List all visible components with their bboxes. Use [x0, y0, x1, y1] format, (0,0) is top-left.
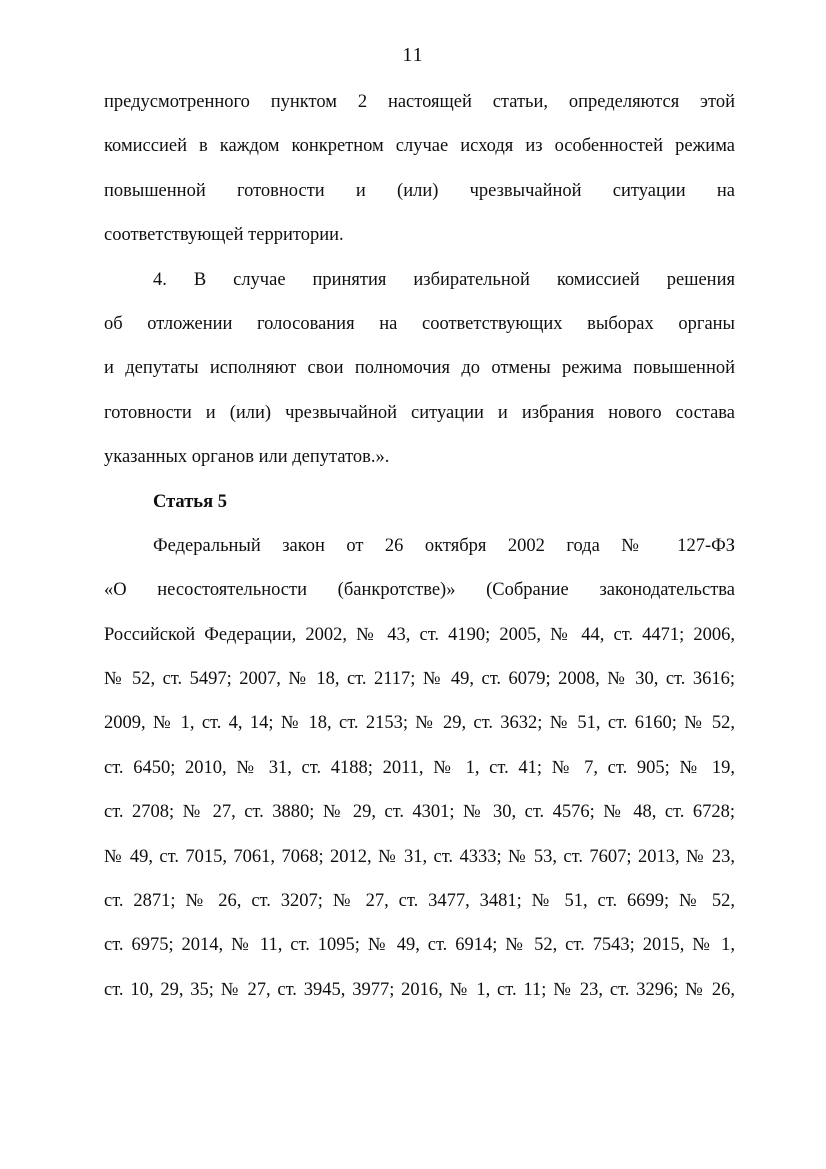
text-line: ст. 2871; № 26, ст. 3207; № 27, ст. 3477, 3481; № 51, ст. 6699; № 52, [104, 891, 735, 912]
text-line: готовности и (или) чрезвычайной ситуации и избрания нового состава [104, 402, 735, 423]
text-line: соответствующей территории. [104, 225, 344, 246]
text-line: Российской Федерации, 2002, № 43, ст. 4190; 2005, № 44, ст. 4471; 2006, [104, 624, 735, 645]
paragraph-2 [104, 258, 735, 480]
text-line: 4. В случае принятия избирательной комиссией решения [153, 269, 735, 290]
text-line: и депутаты исполняют свои полномочия до отмены режима повышенной [104, 358, 735, 379]
text-line: 2009, № 1, ст. 4, 14; № 18, ст. 2153; № 29, ст. 3632; № 51, ст. 6160; № 52, [104, 713, 735, 734]
text-line: комиссией в каждом конкретном случае исходя из особенностей режима [104, 136, 735, 157]
text-line: ст. 2708; № 27, ст. 3880; № 29, ст. 4301; № 30, ст. 4576; № 48, ст. 6728; [104, 802, 735, 823]
document-body [104, 80, 735, 1012]
text-line: ст. 6450; 2010, № 31, ст. 4188; 2011, № 1, ст. 41; № 7, ст. 905; № 19, [104, 757, 735, 778]
text-line: № 52, ст. 5497; 2007, № 18, ст. 2117; № 49, ст. 6079; 2008, № 30, ст. 3616; [104, 669, 735, 690]
text-line: об отложении голосования на соответствующих выборах органы [104, 313, 735, 334]
text-line: повышенной готовности и (или) чрезвычайной ситуации на [104, 180, 735, 201]
text-line: Федеральный закон от 26 октября 2002 года № 127-ФЗ [153, 535, 735, 556]
text-line: ст. 10, 29, 35; № 27, ст. 3945, 3977; 2016, № 1, ст. 11; № 23, ст. 3296; № 26, [104, 979, 735, 1000]
paragraph-1 [104, 80, 735, 258]
page-number: 11 [402, 44, 424, 66]
text-line: ст. 6975; 2014, № 11, ст. 1095; № 49, ст. 6914; № 52, ст. 7543; 2015, № 1, [104, 935, 735, 956]
article-5-heading: Статья 5 [153, 491, 227, 512]
text-line: «О несостоятельности (банкротстве)» (Собрание законодательства [104, 580, 735, 601]
text-line: № 49, ст. 7015, 7061, 7068; 2012, № 31, ст. 4333; № 53, ст. 7607; 2013, № 23, [104, 846, 735, 867]
paragraph-3 [104, 524, 735, 1012]
text-line: предусмотренного пунктом 2 настоящей статьи, определяются этой [104, 92, 735, 112]
text-line: указанных органов или депутатов.». [104, 447, 390, 468]
